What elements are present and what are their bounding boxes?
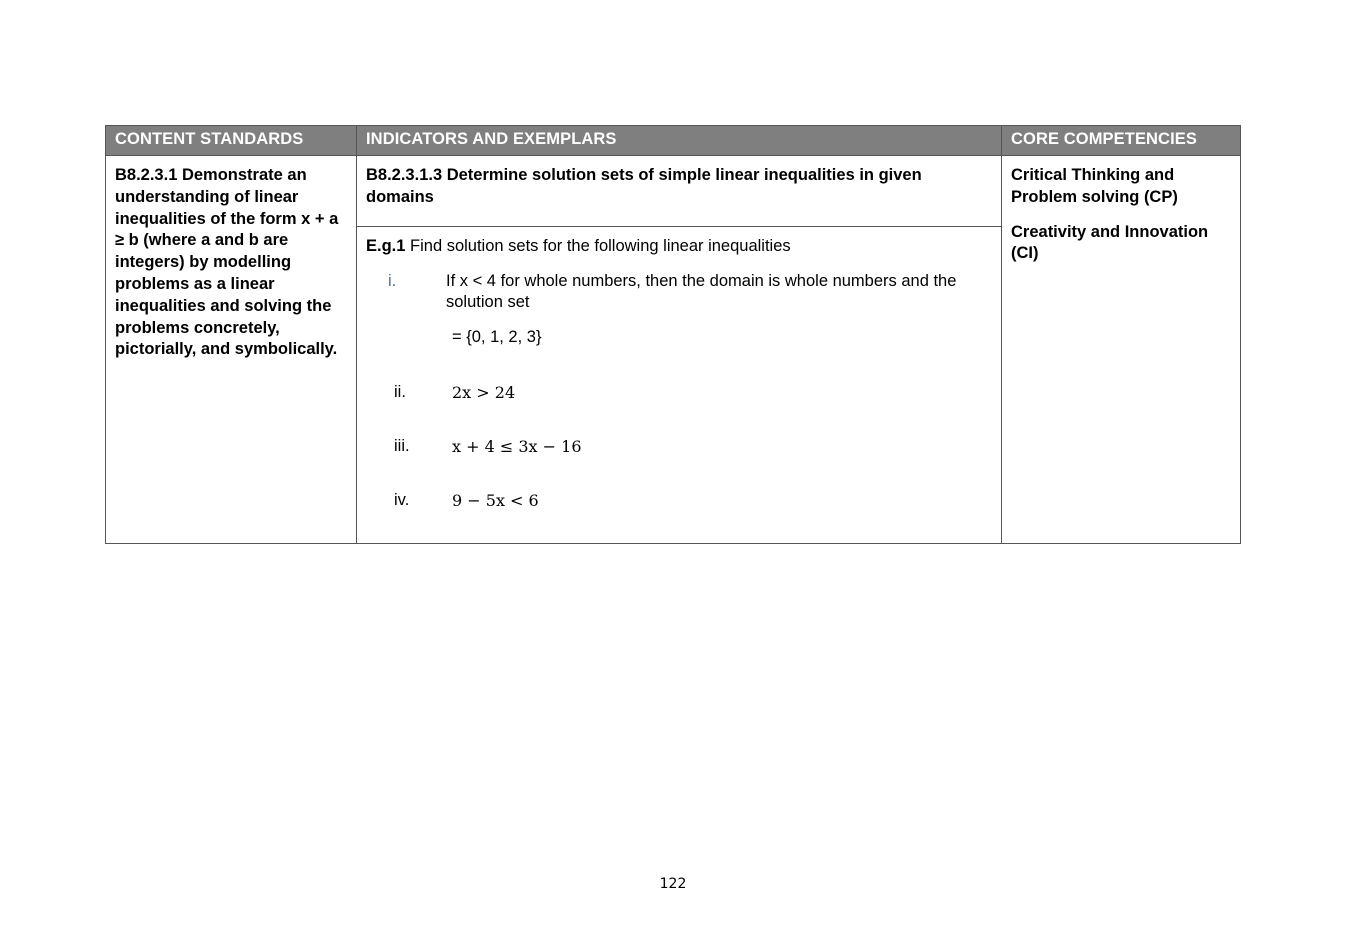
item-number: ii. bbox=[394, 383, 406, 401]
page-number: 122 bbox=[659, 876, 687, 892]
header-core-competencies: CORE COMPETENCIES bbox=[1002, 126, 1241, 156]
table-row bbox=[106, 156, 1241, 544]
exemplar-item-2 bbox=[366, 368, 992, 422]
item-number: iii. bbox=[394, 437, 410, 455]
content-standard-cell: B8.2.3.1 Demonstrate an understanding of linear inequalities of the form x + a ≥ b (where a and b are integers) by modelling problems as a linear inequalities and solving the problems concretely, pictorially, and symbolically. bbox=[106, 156, 357, 544]
solution-set: = {0, 1, 2, 3} bbox=[452, 328, 542, 346]
exemplar-item-3 bbox=[366, 422, 992, 476]
inequality-expression: 2x > 24 bbox=[452, 383, 516, 402]
table-header-row bbox=[106, 126, 1241, 156]
item-number: i. bbox=[388, 272, 397, 290]
exemplar-text: Find solution sets for the following linear inequalities bbox=[405, 237, 791, 255]
header-content-standards: CONTENT STANDARDS bbox=[106, 126, 357, 156]
competency-item: Creativity and Innovation (CI) bbox=[1011, 222, 1209, 263]
exemplar-intro bbox=[366, 236, 992, 257]
item-number: iv. bbox=[394, 491, 410, 509]
inequality-expression: 9 − 5x < 6 bbox=[452, 491, 539, 510]
header-indicators-exemplars: INDICATORS AND EXEMPLARS bbox=[357, 126, 1002, 156]
exemplar-item-4 bbox=[366, 476, 992, 530]
exemplar-label: E.g.1 bbox=[366, 237, 406, 255]
inequality-expression: x + 4 ≤ 3x − 16 bbox=[452, 437, 582, 456]
curriculum-table bbox=[105, 125, 1241, 544]
indicator-text: B8.2.3.1.3 Determine solution sets of simple linear inequalities in given domains bbox=[357, 156, 1001, 227]
exemplar-item-1 bbox=[366, 271, 992, 313]
competency-item: Critical Thinking and Problem solving (CP) bbox=[1011, 166, 1178, 206]
exemplar-block bbox=[357, 227, 1001, 543]
core-competencies-cell bbox=[1002, 156, 1241, 544]
indicators-cell bbox=[357, 156, 1002, 544]
item-text: If x < 4 for whole numbers, then the domain is whole numbers and the solution set bbox=[446, 272, 957, 311]
